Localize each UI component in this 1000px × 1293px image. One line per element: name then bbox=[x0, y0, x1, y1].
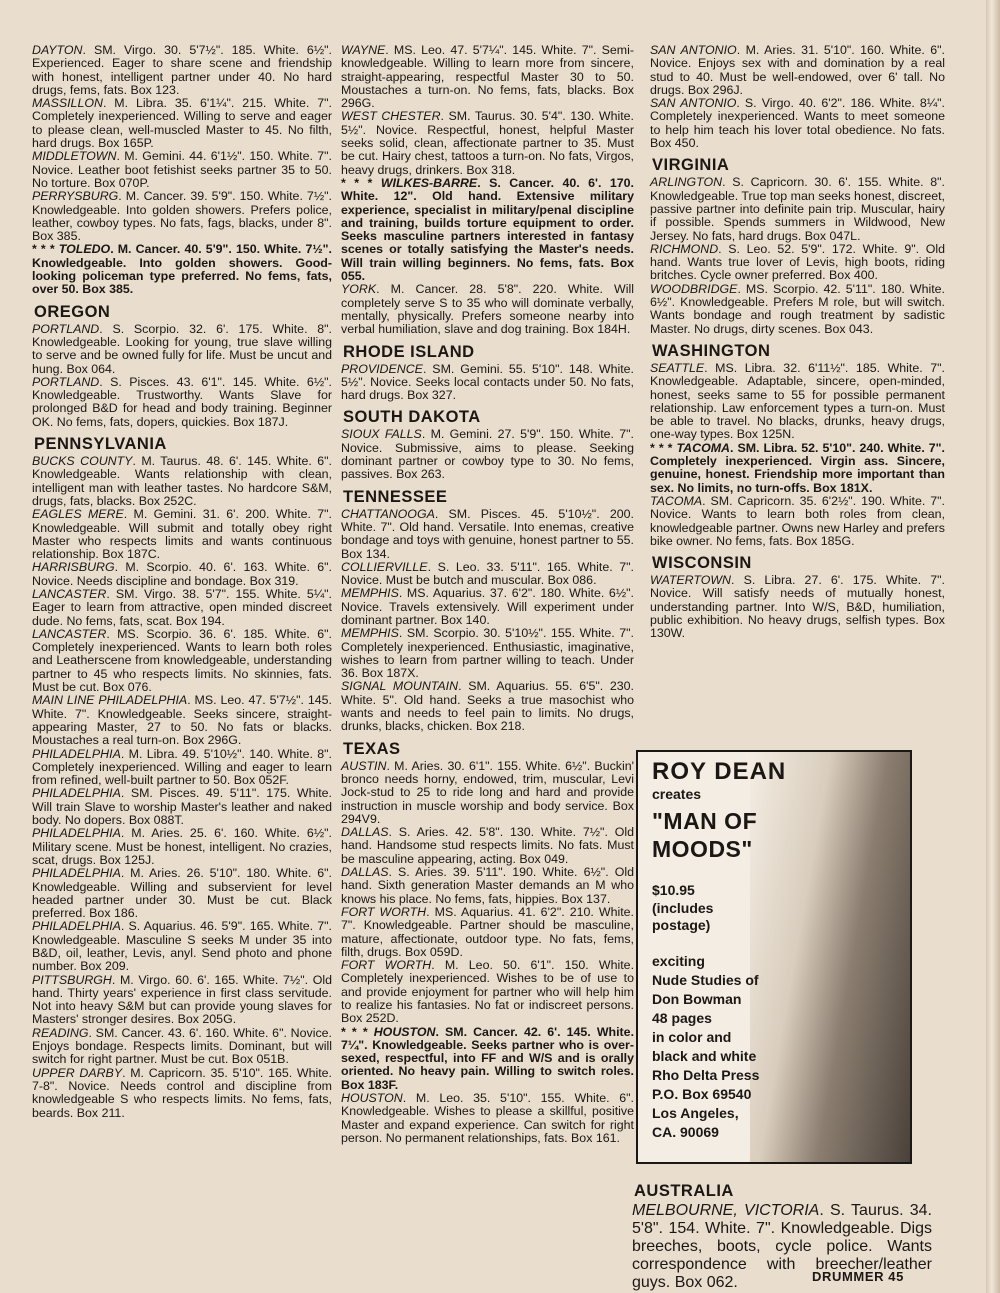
listing-text: . M. Aries. 26. 5'10". 180. White. 6". Knowledgeable. Willing and subservient for level headed partner under 30. Must be cut. Black preferred. Box 186. bbox=[32, 866, 332, 921]
listing-text: . MS. Leo. 47. 5'7½". 145. White. 7". Knowledgeable. Seeks sincere, straight-appearing Master, 27 to 50. No fats or blacks. Moustaches a real turn-on. Box 296G. bbox=[32, 693, 332, 748]
listing-entry bbox=[32, 827, 332, 867]
listing-city: PROVIDENCE bbox=[341, 361, 423, 376]
listing-entry bbox=[341, 959, 634, 1025]
listing-city: LANCASTER bbox=[32, 586, 107, 601]
listing-entry bbox=[341, 587, 634, 627]
ad-body-line: in color and bbox=[652, 1029, 732, 1045]
listing-city: PHILADELPHIA bbox=[32, 826, 121, 841]
listing-city: FORT WORTH bbox=[341, 958, 432, 973]
listing-city: CHATTANOOGA bbox=[341, 506, 435, 521]
listing-city: MAIN LINE PHILADELPHIA bbox=[32, 693, 188, 708]
listing-entry bbox=[341, 283, 634, 336]
listing-text: . S. Aquarius. 46. 5'9". 165. White. 7". Knowledgeable. Masculine S seeks M under 35 into B&D, oil, leather, Levis, anyl. Send photo and phone number. Box 209. bbox=[32, 919, 332, 974]
listing-entry bbox=[341, 627, 634, 680]
listing-text: . M. Leo. 50. 6'1". 150. White. Completely inexperienced. Wishes to be of use to and provide enjoyment for partner who will help him to realize his fantasies. No fat or indiscreet persons. Box 252D. bbox=[341, 958, 635, 1026]
listing-text: . S. Capricorn. 30. 6'. 155. White. 8". Knowledgeable. True top man seeks honest, discreet, passive partner into definite pain trip. Muscular, hairy if possible. Spends summers in Wildwood, New Jersey. No fats, hard drugs. Box 047L. bbox=[650, 175, 945, 243]
listing-entry bbox=[32, 628, 332, 694]
ad-price-note2: postage) bbox=[652, 917, 711, 933]
listing-text: . SM. Virgo. 38. 5'7". 155. White. 5¼". Eager to learn from attractive, open minded discreet dude. No fems, fats, scat. Box 194. bbox=[32, 586, 332, 628]
ad-body-line: Rho Delta Press bbox=[652, 1067, 760, 1083]
listing-text: . S. Leo. 33. 5'11". 165. White. 7". Novice. Must be butch and muscular. Box 086. bbox=[341, 559, 634, 588]
listing-entry bbox=[32, 588, 332, 628]
listing-text: . M. Gemini. 27. 5'9". 150. White. 7". Novice. Submissive, aims to please. Seeking dominant partner or cowboy type to 30. No fems, passives. Box 263. bbox=[341, 427, 634, 482]
listing-entry bbox=[32, 867, 332, 920]
listing-text: . SM. Aquarius. 55. 6'5". 230. White. 5". Old hand. Seeks a true masochist who wants and needs to feel pain to limits. No drugs, drunks, blacks, chicken. Box 218. bbox=[341, 679, 634, 734]
state-heading: TENNESSEE bbox=[343, 487, 448, 506]
listing-text: . M. Libra. 49. 5'10½". 140. White. 8". Completely inexperienced. Willing and eager to learn from refined, well-built partner to 50. Box 052F. bbox=[32, 746, 332, 788]
listing-entry bbox=[341, 1092, 634, 1145]
listing-city: SAN ANTONIO bbox=[650, 96, 737, 111]
listing-text: . M. Leo. 35. 5'10". 155. White. 6". Knowledgeable. Wishes to please a skillful, positive Master and expand experience. Can switch for right person. No permanent relationships, fats. Box 161. bbox=[341, 1091, 634, 1145]
listing-entry bbox=[32, 44, 332, 97]
listing-city: TACOMA bbox=[650, 493, 703, 508]
listing-entry bbox=[650, 176, 945, 242]
listing-entry bbox=[32, 323, 332, 376]
ad-body-line: P.O. Box 69540 bbox=[652, 1086, 752, 1102]
column-right bbox=[650, 44, 945, 641]
listing-entry bbox=[341, 906, 634, 959]
listing-text: . M. Scorpio. 40. 6'. 163. White. 6". Novice. Needs discipline and bondage. Box 319. bbox=[32, 560, 332, 588]
listing-entry bbox=[341, 363, 634, 403]
listing-city: UPPER DARBY bbox=[32, 1065, 123, 1080]
listing-text: . SM. Pisces. 49. 5'11". 175. White. Will train Slave to worship Master's leather and naked body. No dopers. Box 088T. bbox=[32, 786, 332, 828]
state-heading: OREGON bbox=[34, 302, 111, 321]
listing-entry bbox=[341, 826, 634, 866]
listing-city: SEATTLE bbox=[650, 360, 705, 375]
listing-entry bbox=[650, 44, 945, 97]
listing-city: FORT WORTH bbox=[341, 904, 427, 919]
listing-city: SAN ANTONIO bbox=[650, 43, 737, 57]
star-marker: * * * bbox=[32, 242, 59, 257]
listing-city: DALLAS bbox=[341, 865, 389, 880]
ad-title: ROY DEAN bbox=[652, 758, 787, 785]
listing-entry bbox=[32, 748, 332, 788]
listing-entry bbox=[650, 362, 945, 442]
ad-creates: creates bbox=[652, 786, 702, 802]
state-heading: RHODE ISLAND bbox=[343, 342, 475, 361]
star-marker: * * * bbox=[341, 175, 381, 190]
listing-text: . MS. Scorpio. 36. 6'. 185. White. 6". Completely inexperienced. Wants to learn both roles and Leatherscene from knowledgeable, understanding partner to 45 who respects limits. No skinnies, fats. Must be cut. Box 076. bbox=[32, 626, 332, 695]
ad-body-line: black and white bbox=[652, 1048, 757, 1064]
listing-text: . M. Capricorn. 35. 5'10". 165. White. 7-8". Novice. Needs control and discipline from knowledgeable S who respects limits. No fems, fats, beards. Box 211. bbox=[32, 1065, 332, 1120]
ad-text bbox=[652, 758, 786, 1142]
listing-city: MIDDLETOWN bbox=[32, 149, 117, 164]
listing-text: . SM. Scorpio. 30. 5'10½". 155. White. 7". Completely inexperienced. Enthusiastic, imaginative, wishes to learn from partner willing to teach. Under 36. Box 187X. bbox=[341, 626, 634, 681]
column-middle bbox=[341, 44, 634, 1145]
listing-text: . S. Cancer. 40. 6'. 170. White. 12". Old hand. Extensive military experience, specialist in military/penal discipline and training, builds torture equipment to order. Seeks masculine partners interested in fantasy scenes or totally satisfying the Master's needs. Will train willing beginners. No fems, fats. Box 055. bbox=[341, 175, 634, 284]
ad-body-line: exciting bbox=[652, 953, 705, 969]
listing-text: . M. Aries. 31. 5'10". 160. White. 6". Novice. Enjoys sex with and domination by a real stud to 40. Must be well-endowed, over 6' tall. No drugs. Box 296J. bbox=[650, 43, 945, 97]
listing-entry bbox=[650, 97, 945, 150]
listing-entry bbox=[32, 1067, 332, 1120]
listing-text: . SM. Gemini. 55. 5'10". 148. White. 5½". Novice. Seeks local contacts under 50. No fats, hard drugs. Box 327. bbox=[341, 361, 634, 403]
state-heading: SOUTH DAKOTA bbox=[343, 408, 481, 427]
listing-entry bbox=[341, 110, 634, 176]
listing-text: . SM. Virgo. 30. 5'7½". 185. White. 6½". Experienced. Eager to share scene and friendship with honest, intelligent partner under 40. No hard drugs, fems, fats. Box 123. bbox=[32, 43, 332, 97]
listing-entry bbox=[341, 177, 634, 283]
listing-city: PHILADELPHIA bbox=[32, 919, 121, 934]
listing-city: HARRISBURG bbox=[32, 560, 115, 575]
listing-entry bbox=[32, 1027, 332, 1067]
listing-city: WOODBRIDGE bbox=[650, 281, 738, 296]
listing-city: PORTLAND bbox=[32, 321, 100, 336]
listing-text: . M. Aries. 30. 6'1". 155. White. 6½". Buckin' bronco needs horny, endowed, trim, muscular, Levi Jock-stud to 25 to ride long and hard and provide instruction in muscle worship and body service. Box 294V9. bbox=[341, 758, 634, 826]
listing-city: MEMPHIS bbox=[341, 586, 399, 601]
state-heading: PENNSYLVANIA bbox=[34, 435, 167, 454]
book-advertisement bbox=[636, 750, 912, 1164]
listing-city: DALLAS bbox=[341, 825, 389, 840]
listing-text: . S. Aries. 42. 5'8". 130. White. 7½". Old hand. Handsome stud respects limits. No fats. Must be masculine appearing, acting. Box 049. bbox=[341, 825, 634, 866]
ad-body-line: Don Bowman bbox=[652, 991, 742, 1007]
listing-city: TOLEDO bbox=[58, 242, 111, 257]
listing-text: . M. Cancer. 39. 5'9". 150. White. 7½". Knowledgeable. Into golden showers. Prefers police, leather, cowboy types. No fats, fags, blacks, under 8". Box 385. bbox=[32, 189, 332, 244]
listing-text: . SM. Taurus. 30. 5'4". 130. White. 5½". Novice. Respectful, honest, helpful Master seeks solid, clean, affectionate partner to 35. Must be cut. Hairy chest, tattoos a turn-on. No fats, Virgos, heavy drugs, drinkers. Box 318. bbox=[341, 109, 634, 177]
star-marker: * * * bbox=[341, 1024, 374, 1039]
listing-text: . M. Libra. 35. 6'1¼". 215. White. 7". Completely inexperienced. Willing to serve and eager to please clean, well-muscled Master to 45. No filth, hard drugs. Box 165P. bbox=[32, 96, 332, 151]
listing-entry bbox=[32, 787, 332, 827]
listing-city: SIGNAL MOUNTAIN bbox=[341, 679, 459, 694]
listing-city: EAGLES MERE bbox=[32, 507, 124, 522]
ad-body bbox=[652, 952, 786, 1142]
listing-city: WILKES-BARRE bbox=[380, 175, 478, 190]
listing-city: PHILADELPHIA bbox=[32, 786, 121, 801]
listing-city: TACOMA bbox=[676, 440, 730, 455]
page-footer: DRUMMER 45 bbox=[812, 1269, 904, 1284]
state-heading: WASHINGTON bbox=[652, 341, 771, 360]
listing-city: COLLIERVILLE bbox=[341, 559, 428, 574]
listing-entry bbox=[32, 243, 332, 296]
listing-entry bbox=[650, 243, 945, 283]
listing-text: . S. Libra. 27. 6'. 175. White. 7". Novice. Will satisfy needs of mutually honest, understanding partner. Into W/S, B&D, humiliation, public exhibition. No heavy drugs, selfish types. Box 130W. bbox=[650, 573, 945, 641]
listing-city: PERRYSBURG bbox=[32, 189, 119, 204]
ad-body-line: Los Angeles, bbox=[652, 1105, 739, 1121]
listing-city: MASSILLON bbox=[32, 96, 103, 111]
listing-entry bbox=[341, 428, 634, 481]
listing-city: HOUSTON bbox=[341, 1091, 403, 1106]
listing-entry bbox=[341, 1026, 634, 1092]
listing-entry bbox=[341, 44, 634, 110]
listing-city: PITTSBURGH bbox=[32, 972, 112, 987]
listing-entry bbox=[32, 97, 332, 150]
listing-city: PHILADELPHIA bbox=[32, 746, 121, 761]
listing-text: . M. Aries. 25. 6'. 160. White. 6½". Military scene. Must be honest, intelligent. No crazies, scat, drugs. Box 125J. bbox=[32, 826, 332, 867]
ad-product-line2: MOODS" bbox=[652, 836, 753, 862]
listing-entry bbox=[341, 561, 634, 588]
page-edge bbox=[986, 0, 1000, 1293]
listing-text: . M. Cancer. 40. 5'9". 150. White. 7½". Knowledgeable. Into golden showers. Good-looking policeman type preferred. No fems, fats, over 50. Box 385. bbox=[32, 242, 332, 297]
star-marker: * * * bbox=[650, 440, 677, 455]
listing-city: RICHMOND bbox=[650, 241, 719, 256]
listing-text: . S. Taurus. 34. 5'8". 154. White. 7". Knowledgeable. Digs breeches, boots, cycle police. Wants correspondence with breecher/leather guys. Box 062. bbox=[632, 1202, 932, 1291]
ad-product-line1: "MAN OF bbox=[652, 808, 758, 834]
column-left bbox=[32, 44, 332, 1120]
listing-entry bbox=[32, 150, 332, 190]
listing-text: . MS. Aquarius. 41. 6'2". 210. White. 7". Knowledgeable. Partner should be masculine, mature, affectionate, outdoor type. No fats, fems, filth, drugs. Box 059D. bbox=[341, 904, 634, 959]
listing-entry bbox=[32, 508, 332, 561]
listing-entry bbox=[650, 495, 945, 548]
listing-text: . S. Scorpio. 32. 6'. 175. White. 8". Knowledgeable. Looking for young, true slave willing to serve and be owned fully for life. Must be uncut and hung. Box 064. bbox=[32, 321, 332, 376]
listing-text: . MS. Leo. 47. 5'7¼". 145. White. 7". Semi-knowledgeable. Willing to learn more from sincere, straight-appearing, respectful Master 30 to 50. Moustaches a turn-on. No fems, fats, blacks. Box 296G. bbox=[341, 43, 634, 111]
listing-text: . S. Pisces. 43. 6'1". 145. White. 6½". Knowledgeable. Trustworthy. Wants Slave for prolonged B&D for head and body training. Beginner OK. No fems, fats, dopers, quickies. Box 187J. bbox=[32, 374, 332, 429]
listing-city: AUSTIN bbox=[341, 758, 387, 773]
listing-text: . M. Taurus. 48. 6'. 145. White. 6". Knowledgeable. Wants relationship with clean, intelligent man with leather tastes. No hardcore S&M, drugs, fats, blacks. Box 252C. bbox=[32, 454, 332, 508]
ad-body-line: Nude Studies of bbox=[652, 972, 759, 988]
listing-text: . SM. Libra. 52. 5'10". 240. White. 7". Completely inexperienced. Virgin ass. Sincere, genuine, honest. Friendship more important than sex. No limits, no turn-offs. Box 181X. bbox=[650, 440, 945, 495]
listing-city: MELBOURNE, VICTORIA bbox=[632, 1202, 820, 1219]
listing-entry bbox=[650, 574, 945, 640]
listing-entry bbox=[32, 561, 332, 588]
listing-text: . M. Gemini. 44. 6'1½". 150. White. 7". Novice. Leather boot fetishist seeks partner 35 to 50. No torture. Box 070P. bbox=[32, 149, 332, 190]
ad-body-line: 48 pages bbox=[652, 1010, 712, 1026]
listing-city: WAYNE bbox=[341, 43, 386, 57]
listing-entry bbox=[32, 376, 332, 429]
listing-text: . SM. Capricorn. 35. 6'2½". 190. White. 7". Novice. Wants to learn both roles from clean, knowledgeable partner. Owns new Harley and prefers bike owner. No fems, fats. Box 185G. bbox=[650, 493, 945, 548]
listing-text: . M. Cancer. 28. 5'8". 220. White. Will completely serve S to 35 who will dominate verbally, mentally, physically. Prefers someone nearby into verbal humiliation, slave and dog training. Box 184H. bbox=[341, 282, 634, 337]
state-heading: TEXAS bbox=[343, 739, 401, 758]
listing-city: BUCKS COUNTY bbox=[32, 454, 133, 469]
listing-entry bbox=[32, 455, 332, 508]
listing-entry bbox=[341, 680, 634, 733]
listing-city: MEMPHIS bbox=[341, 626, 399, 641]
listing-text: . MS. Aquarius. 37. 6'2". 180. White. 6½". Novice. Travels extensively. Will experiment under dominant partner. Box 140. bbox=[341, 586, 634, 627]
listing-entry bbox=[650, 442, 945, 495]
ad-price: $10.95 bbox=[652, 882, 695, 898]
state-heading: VIRGINIA bbox=[652, 156, 730, 175]
ad-price-note1: (includes bbox=[652, 900, 714, 916]
listing-text: . S. Aries. 39. 5'11". 190. White. 6½". Old hand. Sixth generation Master demands an M who knows his place. No fems, fats, hippies. Box 137. bbox=[341, 865, 634, 906]
listing-entry bbox=[341, 866, 634, 906]
listing-city: SIOUX FALLS bbox=[341, 427, 422, 442]
listing-city: DAYTON bbox=[32, 43, 83, 57]
listing-text: . M. Gemini. 31. 6'. 200. White. 7". Knowledgeable. Will submit and totally obey right Master who respects limits and wants continuous relationship. Box 187C. bbox=[32, 507, 333, 562]
listing-city: READING bbox=[32, 1025, 89, 1040]
listing-text: . SM. Cancer. 42. 6'. 145. White. 7¼". Knowledgeable. Seeks partner who is over-sexed, respectful, into FF and W/S and is orally oriented. No heavy pain. Willing to switch roles. Box 183F. bbox=[341, 1024, 635, 1092]
listing-text: . S. Leo. 52. 5'9". 172. White. 9". Old hand. Wants true lover of Levis, high boots, riding britches. Cycle owner preferred. Box 400. bbox=[650, 241, 945, 283]
listing-text: . SM. Cancer. 43. 6'. 160. White. 6". Novice. Enjoys bondage. Respects limits. Dominant, but will switch for right partner. Must be cut. Box 051B. bbox=[32, 1025, 332, 1067]
listing-city: WATERTOWN bbox=[650, 573, 731, 588]
listing-entry bbox=[650, 283, 945, 336]
listing-entry bbox=[32, 974, 332, 1027]
listing-city: WEST CHESTER bbox=[341, 109, 441, 124]
listing-city: PORTLAND bbox=[32, 374, 100, 389]
listing-city: HOUSTON bbox=[373, 1024, 436, 1039]
ad-body-line: CA. 90069 bbox=[652, 1124, 719, 1140]
listing-city: PHILADELPHIA bbox=[32, 866, 121, 881]
state-heading: AUSTRALIA bbox=[634, 1182, 734, 1200]
listing-entry bbox=[32, 190, 332, 243]
listing-text: . SM. Pisces. 45. 5'10½". 200. White. 7". Old hand. Versatile. Into enemas, creative bondage and toys with genuine, honest partner to 55. Box 134. bbox=[341, 506, 634, 561]
state-heading: WISCONSIN bbox=[652, 554, 752, 573]
listing-entry bbox=[32, 694, 332, 747]
listing-city: LANCASTER bbox=[32, 626, 107, 641]
listing-text: . MS. Scorpio. 42. 5'11". 180. White. 6½". Knowledgeable. Prefers M role, but will switch. Wants bondage and rough treatment by sadistic Master. No drugs, dirty scenes. Box 043. bbox=[650, 281, 945, 336]
listing-text: . S. Virgo. 40. 6'2". 186. White. 8¼". Completely inexperienced. Wants to meet someone to help him teach his lover total obedience. No fats. Box 450. bbox=[650, 96, 945, 151]
listing-entry bbox=[341, 508, 634, 561]
listing-city: YORK bbox=[341, 282, 377, 297]
listing-text: . MS. Libra. 32. 6'11½". 185. White. 7". Knowledgeable. Adaptable, sincere, open-minded, honest, seeks same to 55 for possible permanent relationship. Law enforcement types a turn-on. Must be able to travel. No blacks, drunks, heavy drugs, one-way types. Box 125N. bbox=[650, 360, 945, 442]
listing-entry bbox=[341, 760, 634, 826]
listing-city: ARLINGTON bbox=[650, 175, 723, 190]
listing-text: . M. Virgo. 60. 6'. 165. White. 7½". Old hand. Thirty years' experience in first class servitude. Not into heavy S&M but can provide young slaves for Masters' stronger desires. Box 205G. bbox=[32, 972, 332, 1027]
listing-entry bbox=[32, 920, 332, 973]
